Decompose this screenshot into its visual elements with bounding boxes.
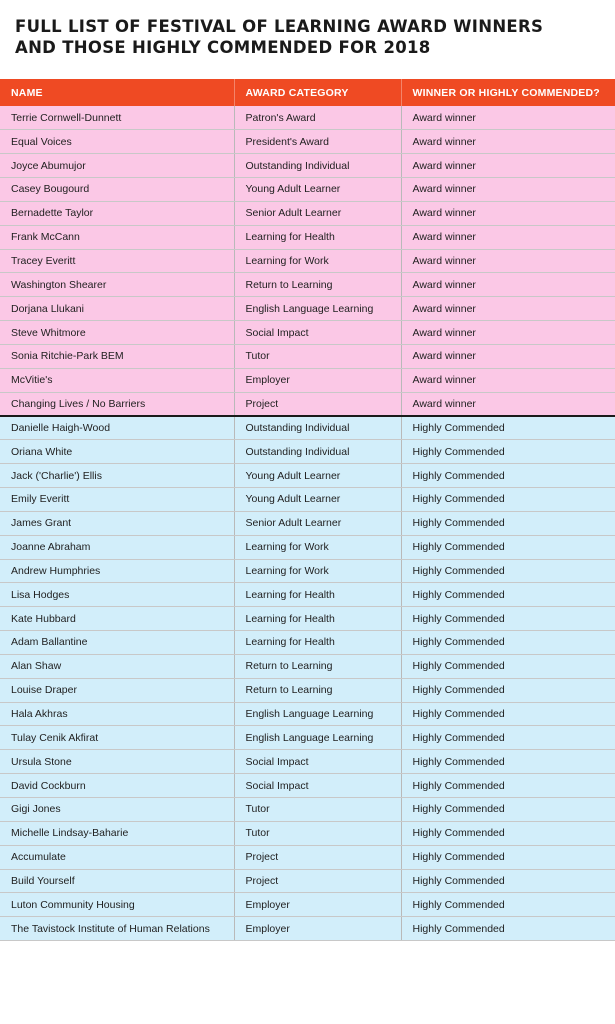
cell-award-category: Employer [234, 368, 401, 392]
cell-award-category: Learning for Health [234, 607, 401, 631]
cell-name: Casey Bougourd [0, 178, 234, 202]
cell-status: Highly Commended [401, 464, 615, 488]
cell-name: Andrew Humphries [0, 559, 234, 583]
cell-status: Highly Commended [401, 750, 615, 774]
cell-status: Highly Commended [401, 917, 615, 941]
cell-name: Build Yourself [0, 869, 234, 893]
table-row [0, 130, 615, 154]
cell-award-category: Outstanding Individual [234, 154, 401, 178]
cell-award-category: Learning for Health [234, 583, 401, 607]
table-row [0, 797, 615, 821]
cell-status: Award winner [401, 392, 615, 416]
table-row [0, 201, 615, 225]
cell-name: Adam Ballantine [0, 631, 234, 655]
cell-status: Award winner [401, 106, 615, 130]
cell-award-category: Social Impact [234, 750, 401, 774]
cell-name: Gigi Jones [0, 797, 234, 821]
cell-award-category: Employer [234, 893, 401, 917]
page-title-line-1: FULL LIST OF FESTIVAL OF LEARNING AWARD WINNERS [15, 17, 544, 36]
cell-name: Dorjana Llukani [0, 297, 234, 321]
table-row [0, 869, 615, 893]
cell-award-category: Learning for Work [234, 535, 401, 559]
table-row [0, 344, 615, 368]
cell-status: Highly Commended [401, 440, 615, 464]
cell-award-category: English Language Learning [234, 702, 401, 726]
cell-name: Frank McCann [0, 225, 234, 249]
cell-status: Award winner [401, 249, 615, 273]
cell-status: Award winner [401, 201, 615, 225]
table-row [0, 821, 615, 845]
table-body [0, 106, 615, 941]
cell-award-category: Tutor [234, 797, 401, 821]
cell-award-category: Learning for Work [234, 559, 401, 583]
awards-table [0, 79, 615, 941]
cell-award-category: Outstanding Individual [234, 440, 401, 464]
cell-status: Highly Commended [401, 726, 615, 750]
cell-name: Joanne Abraham [0, 535, 234, 559]
cell-award-category: Young Adult Learner [234, 178, 401, 202]
cell-name: Washington Shearer [0, 273, 234, 297]
table-row [0, 488, 615, 512]
cell-name: James Grant [0, 511, 234, 535]
cell-award-category: Outstanding Individual [234, 416, 401, 440]
cell-name: Jack ('Charlie') Ellis [0, 464, 234, 488]
table-row [0, 845, 615, 869]
cell-award-category: Return to Learning [234, 273, 401, 297]
cell-award-category: Senior Adult Learner [234, 201, 401, 225]
cell-name: Accumulate [0, 845, 234, 869]
column-header-winner-or-commended: WINNER OR HIGHLY COMMENDED? [412, 86, 600, 99]
cell-status: Award winner [401, 273, 615, 297]
table-row [0, 273, 615, 297]
cell-award-category: Project [234, 869, 401, 893]
cell-award-category: President's Award [234, 130, 401, 154]
table-row [0, 368, 615, 392]
table-row [0, 511, 615, 535]
table-row [0, 726, 615, 750]
cell-award-category: Social Impact [234, 774, 401, 798]
cell-status: Highly Commended [401, 774, 615, 798]
cell-status: Highly Commended [401, 631, 615, 655]
cell-status: Highly Commended [401, 416, 615, 440]
cell-status: Award winner [401, 297, 615, 321]
cell-name: Equal Voices [0, 130, 234, 154]
table-row [0, 631, 615, 655]
table-row [0, 297, 615, 321]
table-row [0, 607, 615, 631]
cell-award-category: Young Adult Learner [234, 464, 401, 488]
table-row [0, 774, 615, 798]
cell-status: Highly Commended [401, 678, 615, 702]
cell-name: Tulay Cenik Akfirat [0, 726, 234, 750]
column-header-award-category: AWARD CATEGORY [234, 79, 401, 106]
table-row [0, 583, 615, 607]
cell-award-category: English Language Learning [234, 297, 401, 321]
table-row [0, 750, 615, 774]
cell-status: Highly Commended [401, 797, 615, 821]
cell-status: Highly Commended [401, 654, 615, 678]
cell-name: Steve Whitmore [0, 321, 234, 345]
cell-status: Highly Commended [401, 607, 615, 631]
cell-status: Award winner [401, 130, 615, 154]
page-title [15, 16, 605, 58]
cell-name: David Cockburn [0, 774, 234, 798]
cell-award-category: Project [234, 845, 401, 869]
cell-award-category: Learning for Health [234, 631, 401, 655]
table-row [0, 178, 615, 202]
cell-award-category: Senior Adult Learner [234, 511, 401, 535]
cell-status: Highly Commended [401, 511, 615, 535]
table-row [0, 321, 615, 345]
cell-name: Kate Hubbard [0, 607, 234, 631]
cell-status: Highly Commended [401, 869, 615, 893]
table-row [0, 464, 615, 488]
table-row [0, 559, 615, 583]
cell-name: Tracey Everitt [0, 249, 234, 273]
table-row [0, 440, 615, 464]
cell-name: Bernadette Taylor [0, 201, 234, 225]
cell-award-category: Patron's Award [234, 106, 401, 130]
cell-name: Changing Lives / No Barriers [0, 392, 234, 416]
cell-status: Award winner [401, 344, 615, 368]
cell-name: Oriana White [0, 440, 234, 464]
cell-award-category: Employer [234, 917, 401, 941]
cell-award-category: Social Impact [234, 321, 401, 345]
table-row [0, 392, 615, 416]
table-row [0, 225, 615, 249]
cell-award-category: Young Adult Learner [234, 488, 401, 512]
column-header-name: NAME [0, 79, 234, 106]
table-row [0, 106, 615, 130]
cell-name: Joyce Abumujor [0, 154, 234, 178]
cell-status: Award winner [401, 368, 615, 392]
cell-name: Michelle Lindsay-Baharie [0, 821, 234, 845]
table-header [0, 79, 615, 106]
cell-name: Sonia Ritchie-Park BEM [0, 344, 234, 368]
cell-status: Award winner [401, 178, 615, 202]
cell-name: Ursula Stone [0, 750, 234, 774]
table-row [0, 535, 615, 559]
page-title-line-2: AND THOSE HIGHLY COMMENDED FOR 2018 [15, 38, 431, 57]
cell-award-category: Return to Learning [234, 678, 401, 702]
cell-name: Hala Akhras [0, 702, 234, 726]
table-row [0, 154, 615, 178]
cell-status: Award winner [401, 321, 615, 345]
cell-name: Danielle Haigh-Wood [0, 416, 234, 440]
table-row [0, 702, 615, 726]
cell-award-category: English Language Learning [234, 726, 401, 750]
cell-award-category: Learning for Health [234, 225, 401, 249]
cell-name: The Tavistock Institute of Human Relations [0, 917, 234, 941]
cell-name: Emily Everitt [0, 488, 234, 512]
cell-award-category: Return to Learning [234, 654, 401, 678]
table-row [0, 678, 615, 702]
cell-name: Alan Shaw [0, 654, 234, 678]
cell-name: Terrie Cornwell-Dunnett [0, 106, 234, 130]
cell-award-category: Tutor [234, 821, 401, 845]
cell-name: Lisa Hodges [0, 583, 234, 607]
cell-award-category: Project [234, 392, 401, 416]
table-row [0, 893, 615, 917]
table-row [0, 416, 615, 440]
table-header-row [0, 79, 615, 106]
cell-name: McVitie's [0, 368, 234, 392]
table-row [0, 249, 615, 273]
table-row [0, 654, 615, 678]
cell-award-category: Learning for Work [234, 249, 401, 273]
cell-status: Highly Commended [401, 893, 615, 917]
cell-status: Highly Commended [401, 559, 615, 583]
cell-award-category: Tutor [234, 344, 401, 368]
cell-status: Highly Commended [401, 821, 615, 845]
cell-status: Highly Commended [401, 535, 615, 559]
cell-status: Award winner [401, 154, 615, 178]
cell-status: Highly Commended [401, 488, 615, 512]
cell-status: Highly Commended [401, 845, 615, 869]
cell-status: Highly Commended [401, 583, 615, 607]
cell-name: Louise Draper [0, 678, 234, 702]
table-row [0, 917, 615, 941]
cell-name: Luton Community Housing [0, 893, 234, 917]
cell-status: Award winner [401, 225, 615, 249]
cell-status: Highly Commended [401, 702, 615, 726]
